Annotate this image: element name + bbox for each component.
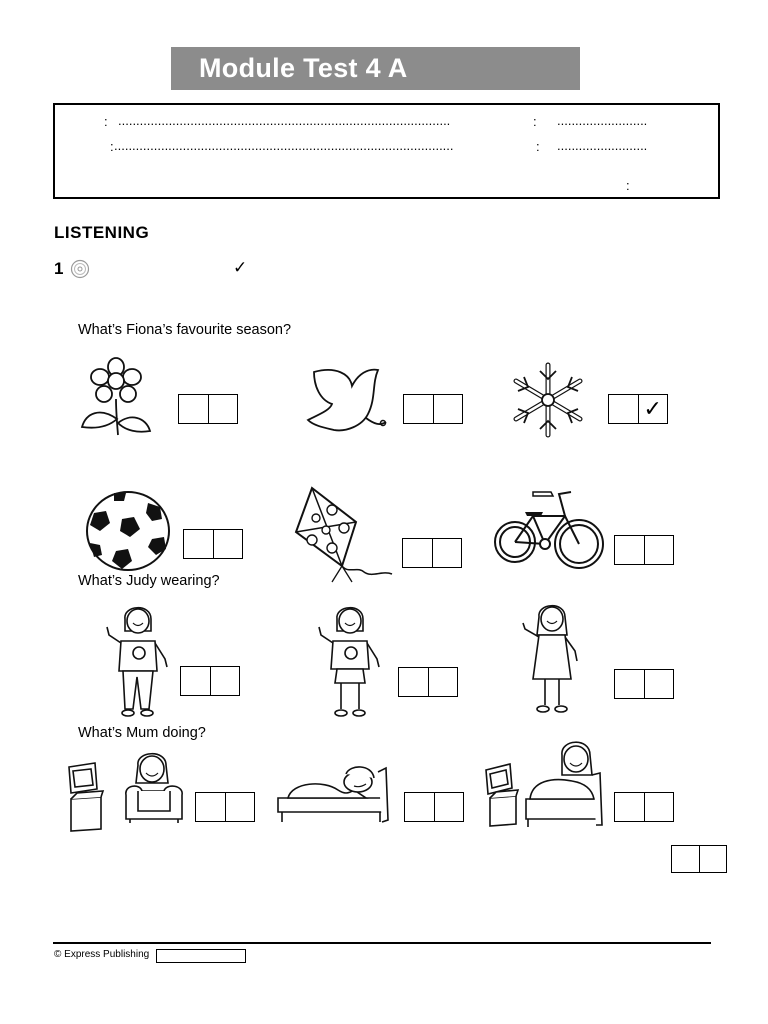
answer-cell[interactable]: [432, 539, 462, 567]
answer-cell[interactable]: [405, 793, 434, 821]
answer-cell[interactable]: [213, 530, 243, 558]
answer-box[interactable]: [402, 538, 462, 568]
answer-cell[interactable]: [181, 667, 210, 695]
title-banner: [171, 47, 580, 90]
answer-box[interactable]: [614, 535, 674, 565]
answer-cell[interactable]: [196, 793, 225, 821]
answer-cell[interactable]: ✓: [638, 395, 668, 423]
kite-icon: [292, 486, 398, 588]
flower-icon: [80, 357, 152, 437]
answer-cell[interactable]: [403, 539, 432, 567]
score-box[interactable]: [671, 845, 727, 873]
copyright-text: © Express Publishing: [54, 949, 150, 960]
score-cell[interactable]: [699, 846, 727, 872]
answer-cell[interactable]: [644, 670, 674, 698]
woman-sleeping-icon: [274, 764, 392, 826]
footer-divider: [53, 942, 711, 944]
question-label: What’s Judy wearing?: [78, 573, 220, 589]
answer-box[interactable]: [608, 394, 668, 424]
answer-cell[interactable]: [225, 793, 255, 821]
answer-cell[interactable]: [210, 667, 240, 695]
student-info-box: [53, 103, 720, 199]
answer-box[interactable]: [614, 669, 674, 699]
answer-cell[interactable]: [433, 395, 463, 423]
info-colon: :: [536, 139, 540, 154]
section-title: LISTENING: [54, 223, 150, 242]
listening-cd-icon: [70, 259, 90, 279]
answer-cell[interactable]: [615, 793, 644, 821]
answer-box[interactable]: [183, 529, 243, 559]
question-label: What’s Fiona’s favourite season?: [78, 322, 292, 338]
answer-cell[interactable]: [615, 536, 644, 564]
girl-trousers-icon: [103, 601, 173, 719]
info-fill-line[interactable]: .........................: [557, 138, 648, 153]
answer-cell[interactable]: [399, 668, 428, 696]
info-colon: :: [533, 114, 537, 129]
answer-box[interactable]: [403, 394, 463, 424]
info-colon: :: [110, 139, 114, 154]
answer-cell[interactable]: [615, 670, 644, 698]
page-title: Module Test 4 A: [199, 53, 408, 83]
footer-box: [156, 949, 246, 963]
tv-icon: [67, 763, 105, 831]
answer-box[interactable]: [404, 792, 464, 822]
leaf-icon: [306, 364, 388, 434]
tv-icon: [484, 764, 520, 826]
girl-dress-icon: [519, 599, 585, 717]
answer-cell[interactable]: [208, 395, 238, 423]
answer-box[interactable]: [614, 792, 674, 822]
info-fill-line[interactable]: .........................: [557, 113, 648, 128]
answer-box[interactable]: [180, 666, 240, 696]
answer-box[interactable]: [398, 667, 458, 697]
football-icon: [86, 491, 170, 571]
exercise-number: 1: [54, 259, 64, 278]
woman-in-bed-icon: [522, 739, 604, 829]
answer-cell[interactable]: [609, 395, 638, 423]
info-colon: :: [104, 114, 108, 129]
answer-box[interactable]: [195, 792, 255, 822]
answer-cell[interactable]: [428, 668, 458, 696]
answer-cell[interactable]: [179, 395, 208, 423]
answer-cell[interactable]: [434, 793, 464, 821]
info-colon: :: [626, 178, 630, 193]
girl-skirt-icon: [315, 601, 385, 719]
answer-cell[interactable]: [404, 395, 433, 423]
answer-cell[interactable]: [644, 536, 674, 564]
check-mark-example: ✓: [233, 258, 248, 277]
answer-cell[interactable]: [644, 793, 674, 821]
info-fill-line[interactable]: ............................................................................................: [118, 113, 451, 128]
answer-cell[interactable]: [184, 530, 213, 558]
score-cell[interactable]: [672, 846, 699, 872]
woman-armchair-icon: [120, 751, 188, 825]
question-label: What’s Mum doing?: [78, 725, 206, 741]
answer-box[interactable]: [178, 394, 238, 424]
snowflake-icon: [506, 359, 590, 441]
info-fill-line[interactable]: ..............................................................................................: [114, 138, 454, 153]
bicycle-icon: [493, 484, 605, 574]
